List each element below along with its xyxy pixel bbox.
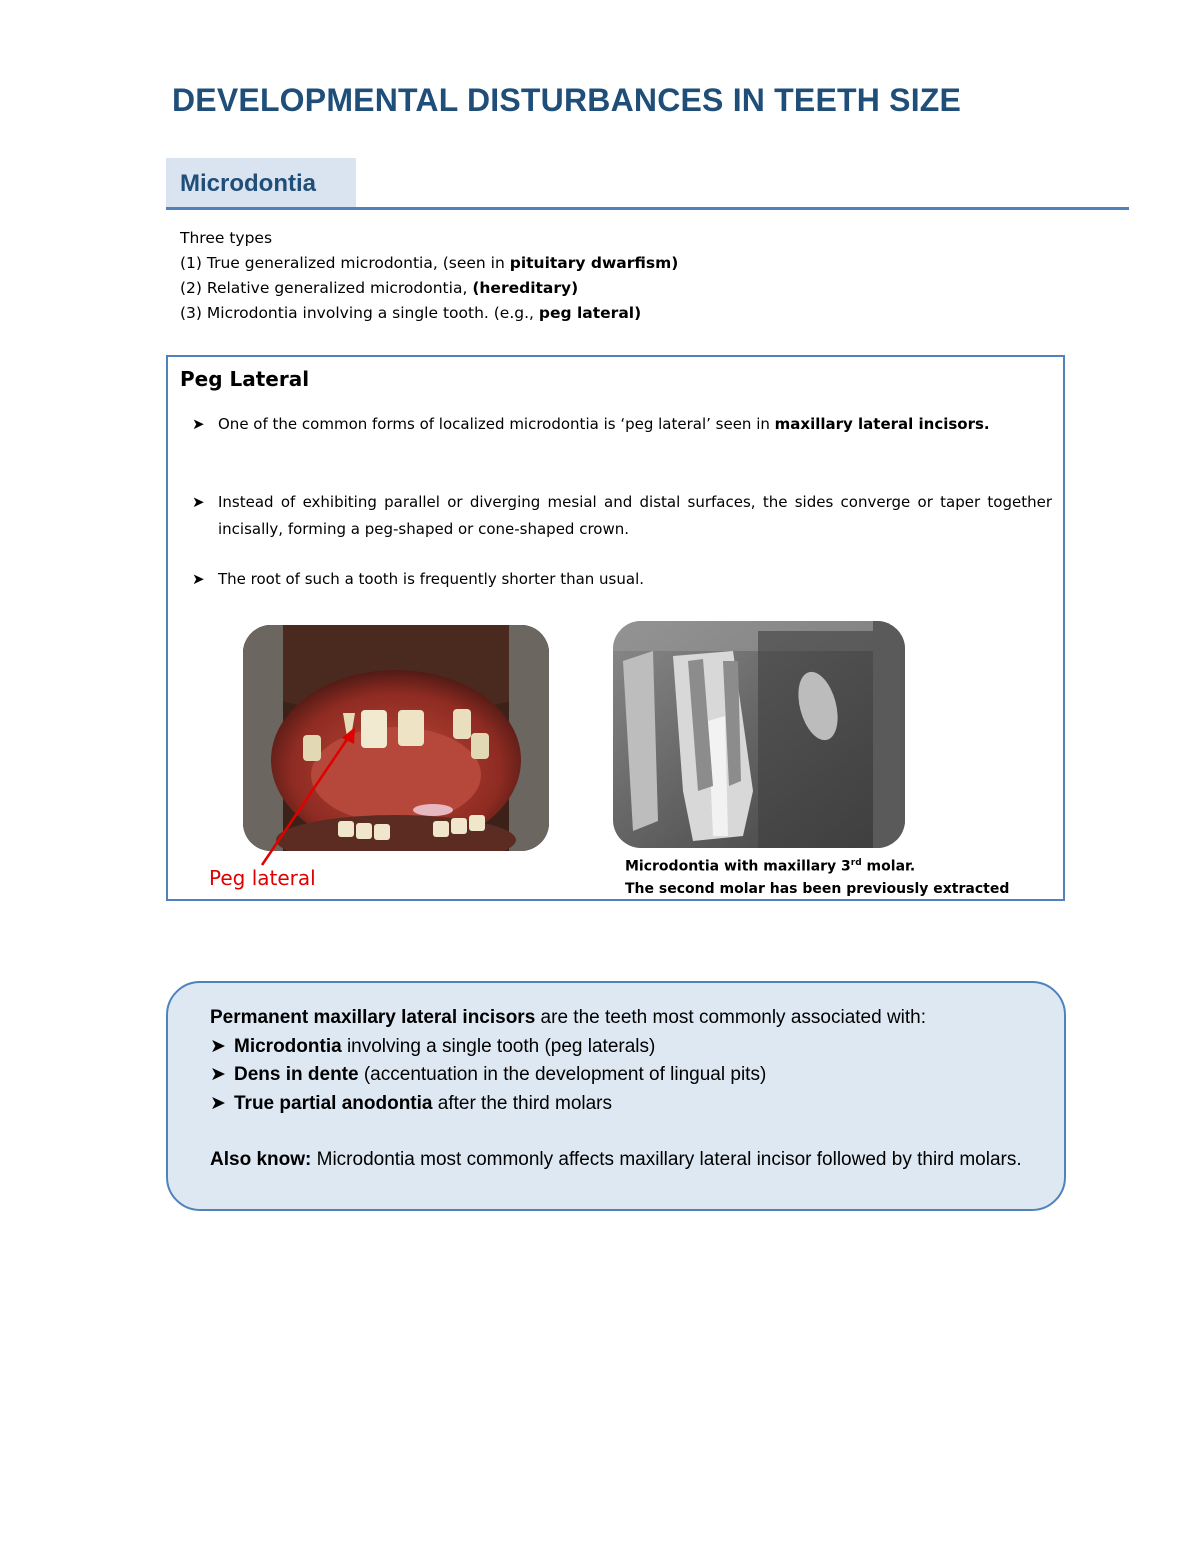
types-intro: Three types [180, 229, 273, 247]
note-text: Permanent maxillary lateral incisors are the teeth most commonly associated with: ➤ Microdontia involving a single tooth (peg laterals) ➤ Dens in dente (accentuation in the development of lingual pits) ➤ True partial anodontia after the third molars Also know: Microdontia most commonly affects maxillary lateral incisor followed by third molars. [210, 1004, 1040, 1175]
bullet-item: ➤ Instead of exhibiting parallel or diverging mesial and distal surfaces, the sides converge or taper together incisally, forming a peg-shaped or cone-shaped crown. [192, 489, 1052, 543]
arrow-bullet-icon: ➤ [192, 570, 205, 588]
note-item: ➤ True partial anodontia after the third molars [210, 1090, 1040, 1119]
arrow-bullet-icon: ➤ [210, 1064, 226, 1085]
section-heading: Microdontia [180, 170, 316, 197]
arrow-bullet-icon: ➤ [192, 493, 205, 511]
xray-caption: Microdontia with maxillary 3rd molar. The second molar has been previously extracted [625, 858, 1010, 897]
page-title: DEVELOPMENTAL DISTURBANCES IN TEETH SIZE [172, 82, 962, 118]
arrow-bullet-icon: ➤ [210, 1035, 226, 1057]
note-item: ➤ Microdontia involving a single tooth (peg laterals) [210, 1033, 1040, 1062]
bullet-item: ➤ The root of such a tooth is frequently shorter than usual. [192, 566, 1052, 593]
arrow-bullet-icon: ➤ [192, 415, 205, 433]
note-item: ➤ Dens in dente (accentuation in the development of lingual pits) [210, 1061, 1040, 1090]
arrow-bullet-icon: ➤ [210, 1092, 226, 1114]
photo-label: Peg lateral [209, 866, 316, 890]
type-item: (2) Relative generalized microdontia, (hereditary) [180, 279, 579, 297]
type-item: (1) True generalized microdontia, (seen in pituitary dwarfism) [180, 254, 679, 272]
also-know: Also know: Microdontia most commonly affects maxillary lateral incisor followed by third molars. [210, 1149, 1022, 1170]
bullet-item: ➤ One of the common forms of localized microdontia is ‘peg lateral’ seen in maxillary lateral incisors. [192, 411, 1052, 438]
type-item: (3) Microdontia involving a single tooth. (e.g., peg lateral) [180, 304, 642, 322]
peg-lateral-title: Peg Lateral [180, 367, 310, 391]
